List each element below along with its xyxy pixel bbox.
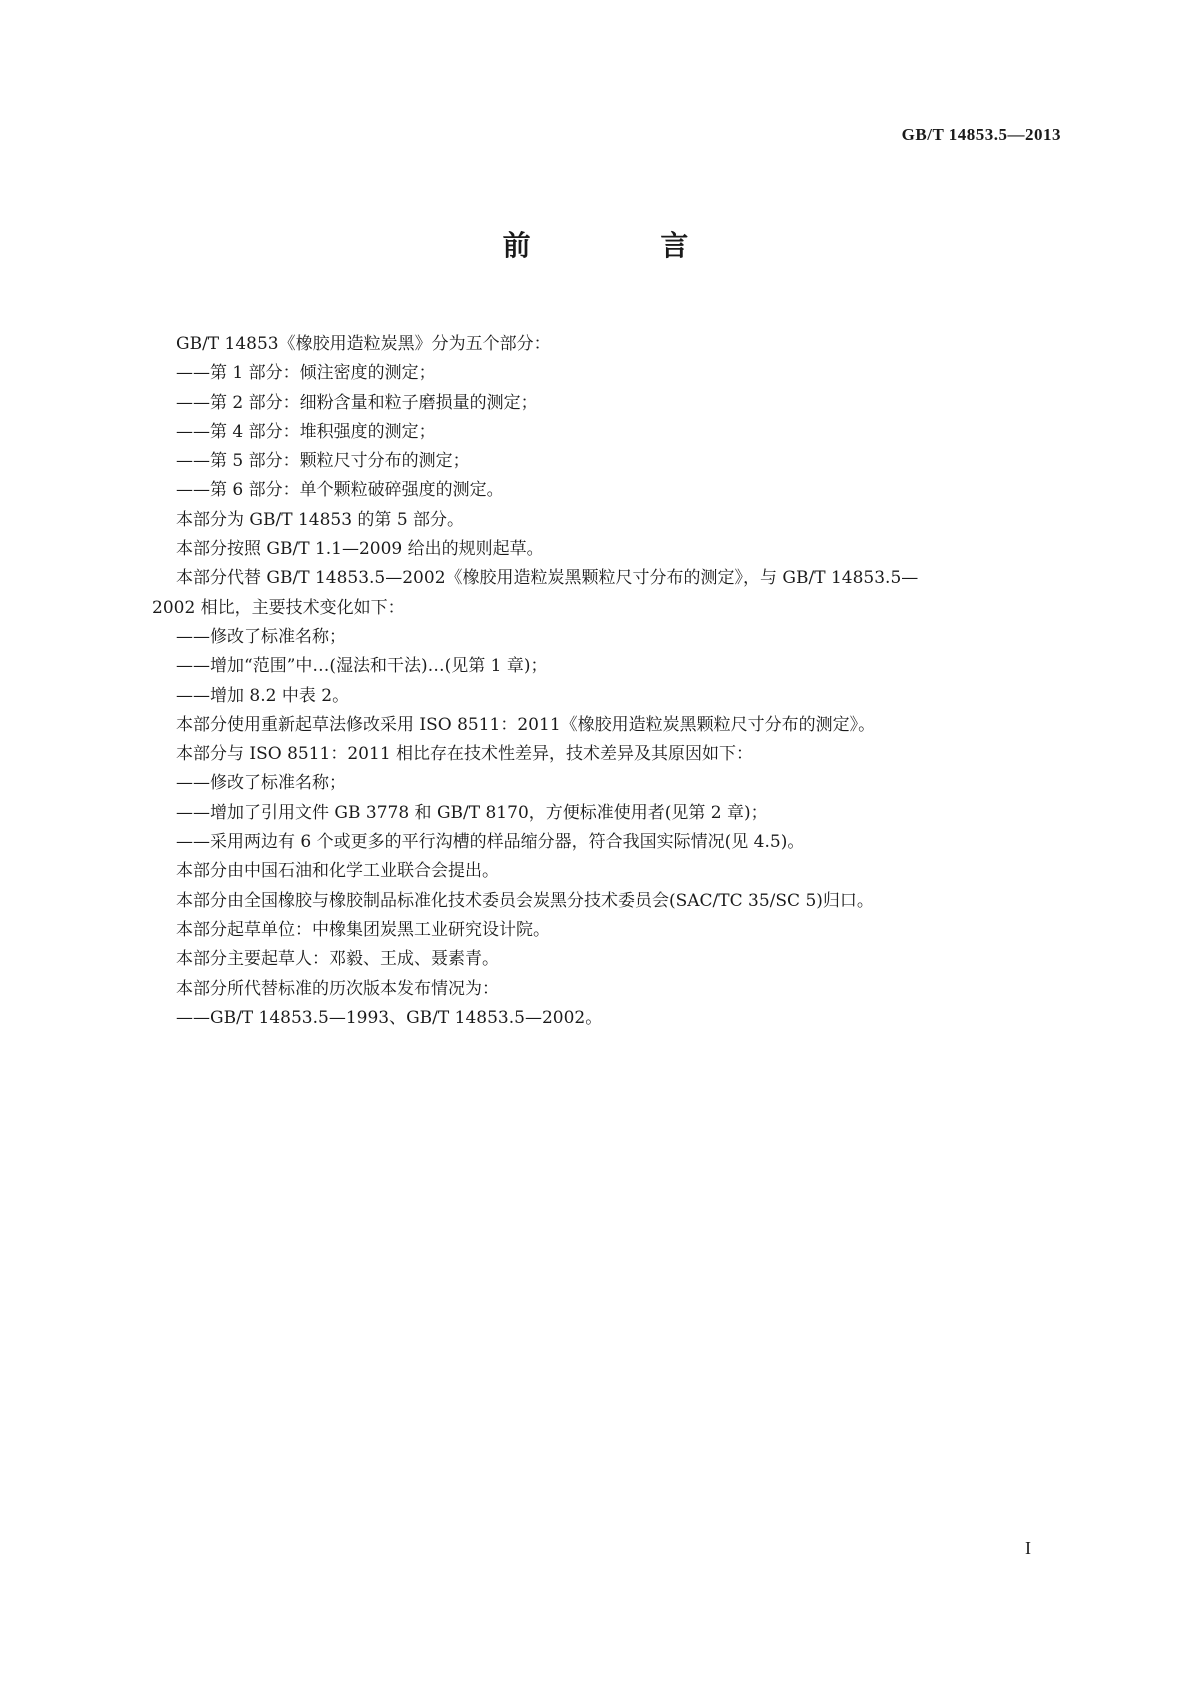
- page-number: I: [1025, 1538, 1031, 1558]
- paragraph-continuation: 2002 相比，主要技术变化如下：: [152, 597, 405, 618]
- paragraph: 本部分所代替标准的历次版本发布情况为：: [176, 978, 499, 999]
- paragraph: 本部分由全国橡胶与橡胶制品标准化技术委员会炭黑分技术委员会(SAC/TC 35/SC 5)归口。: [176, 890, 874, 911]
- list-item: ——采用两边有 6 个或更多的平行沟槽的样品缩分器，符合我国实际情况(见 4.5)。: [176, 832, 805, 853]
- list-item: ——第 5 部分：颗粒尺寸分布的测定；: [176, 451, 470, 472]
- paragraph: GB/T 14853《橡胶用造粒炭黑》分为五个部分：: [176, 334, 551, 354]
- document-id: GB/T 14853.5—2013: [901, 125, 1061, 144]
- list-item: ——第 4 部分：堆积强度的测定；: [176, 421, 436, 442]
- foreword-body: [152, 330, 1057, 1033]
- paragraph: 本部分使用重新起草法修改采用 ISO 8511：2011《橡胶用造粒炭黑颗粒尺寸分布的测定》。: [176, 714, 876, 735]
- list-item: ——修改了标准名称；: [176, 773, 346, 794]
- paragraph: 本部分与 ISO 8511：2011 相比存在技术性差异，技术差异及其原因如下：: [176, 744, 754, 765]
- paragraph: 本部分为 GB/T 14853 的第 5 部分。: [176, 509, 465, 530]
- list-item: ——GB/T 14853.5—1993、GB/T 14853.5—2002。: [176, 1007, 603, 1028]
- paragraph: 本部分由中国石油和化学工业联合会提出。: [176, 861, 499, 882]
- paragraph: 本部分起草单位：中橡集团炭黑工业研究设计院。: [176, 919, 550, 940]
- list-item: ——增加了引用文件 GB 3778 和 GB/T 8170，方便标准使用者(见第 2 章)；: [176, 802, 768, 823]
- list-item: ——修改了标准名称；: [176, 626, 346, 647]
- list-item: ——增加 8.2 中表 2。: [176, 685, 350, 706]
- list-item: ——第 1 部分：倾注密度的测定；: [176, 363, 436, 384]
- paragraph: 本部分代替 GB/T 14853.5—2002《橡胶用造粒炭黑颗粒尺寸分布的测定》，与 GB/T 14853.5—: [176, 568, 919, 589]
- page-title: 前 言: [502, 229, 749, 262]
- list-item: ——增加“范围”中…(湿法和干法)…(见第 1 章)；: [176, 656, 548, 677]
- list-item: ——第 2 部分：细粉含量和粒子磨损量的测定；: [176, 392, 538, 413]
- list-item: ——第 6 部分：单个颗粒破碎强度的测定。: [176, 480, 504, 501]
- paragraph: 本部分按照 GB/T 1.1—2009 给出的规则起草。: [176, 539, 544, 560]
- paragraph: 本部分主要起草人：邓毅、王成、聂素青。: [176, 949, 499, 970]
